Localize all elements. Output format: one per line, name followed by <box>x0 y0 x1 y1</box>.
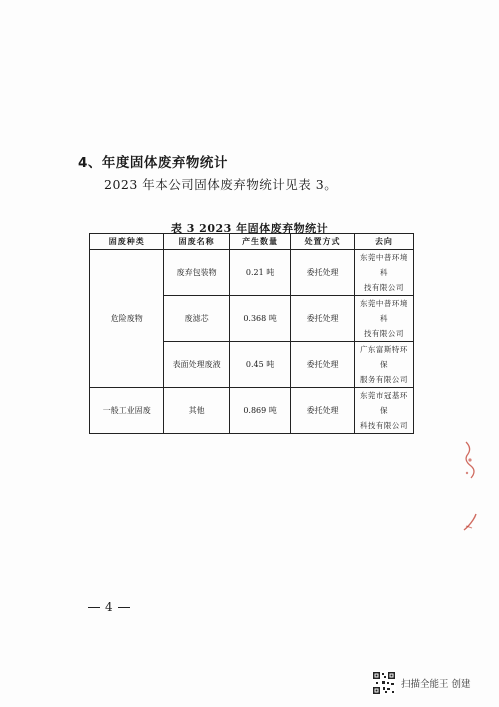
method-cell: 委托处理 <box>291 342 355 388</box>
header-destination: 去向 <box>354 234 413 250</box>
page-number-value: 4 <box>105 600 113 614</box>
amount-cell: 0.368 吨 <box>229 296 290 342</box>
dash-right <box>118 607 130 608</box>
table-header-row <box>90 234 414 250</box>
solid-waste-table <box>89 233 414 434</box>
header-method: 处置方式 <box>291 234 355 250</box>
destination-line-1: 东莞中普环境科 <box>359 299 408 323</box>
scanner-label: 扫描全能王 创建 <box>401 679 471 690</box>
method-cell: 委托处理 <box>291 388 355 434</box>
table-caption: 表 3 2023 年固体废弃物统计 <box>170 222 329 235</box>
dash-left <box>88 607 100 608</box>
destination-cell <box>354 342 413 388</box>
destination-line-2: 技有限公司 <box>363 329 404 338</box>
page-number <box>88 600 130 614</box>
category-cell: 一般工业固废 <box>90 388 164 434</box>
destination-cell <box>354 250 413 296</box>
seal-stamp-fragment <box>462 440 476 484</box>
destination-cell <box>354 388 413 434</box>
header-name: 固废名称 <box>164 234 229 250</box>
waste-name-cell: 废弃包装物 <box>164 250 229 296</box>
table-row <box>90 250 414 296</box>
section-heading: 4、年度固体废弃物统计 <box>78 155 228 171</box>
waste-name-cell: 其他 <box>164 388 229 434</box>
amount-cell: 0.21 吨 <box>229 250 290 296</box>
qr-code-icon <box>372 671 396 695</box>
destination-line-1: 东莞市冠基环保 <box>359 391 408 415</box>
section-intro: 2023 年本公司固体废弃物统计见表 3。 <box>104 177 338 192</box>
header-category: 固废种类 <box>90 234 164 250</box>
table-row <box>90 388 414 434</box>
destination-cell <box>354 296 413 342</box>
amount-cell: 0.869 吨 <box>229 388 290 434</box>
destination-line-2: 服务有限公司 <box>359 375 408 384</box>
destination-line-2: 技有限公司 <box>363 283 404 292</box>
amount-cell: 0.45 吨 <box>229 342 290 388</box>
waste-name-cell: 废滤芯 <box>164 296 229 342</box>
waste-name-cell: 表面处理废液 <box>164 342 229 388</box>
destination-line-1: 广东富斯特环保 <box>359 345 408 369</box>
header-amount: 产生数量 <box>229 234 290 250</box>
method-cell: 委托处理 <box>291 250 355 296</box>
method-cell: 委托处理 <box>291 296 355 342</box>
seal-stamp-fragment <box>462 512 478 534</box>
category-cell: 危险废物 <box>90 250 164 388</box>
destination-line-2: 科技有限公司 <box>359 421 408 430</box>
destination-line-1: 东莞中普环境科 <box>359 253 408 277</box>
scanner-watermark <box>372 671 471 695</box>
